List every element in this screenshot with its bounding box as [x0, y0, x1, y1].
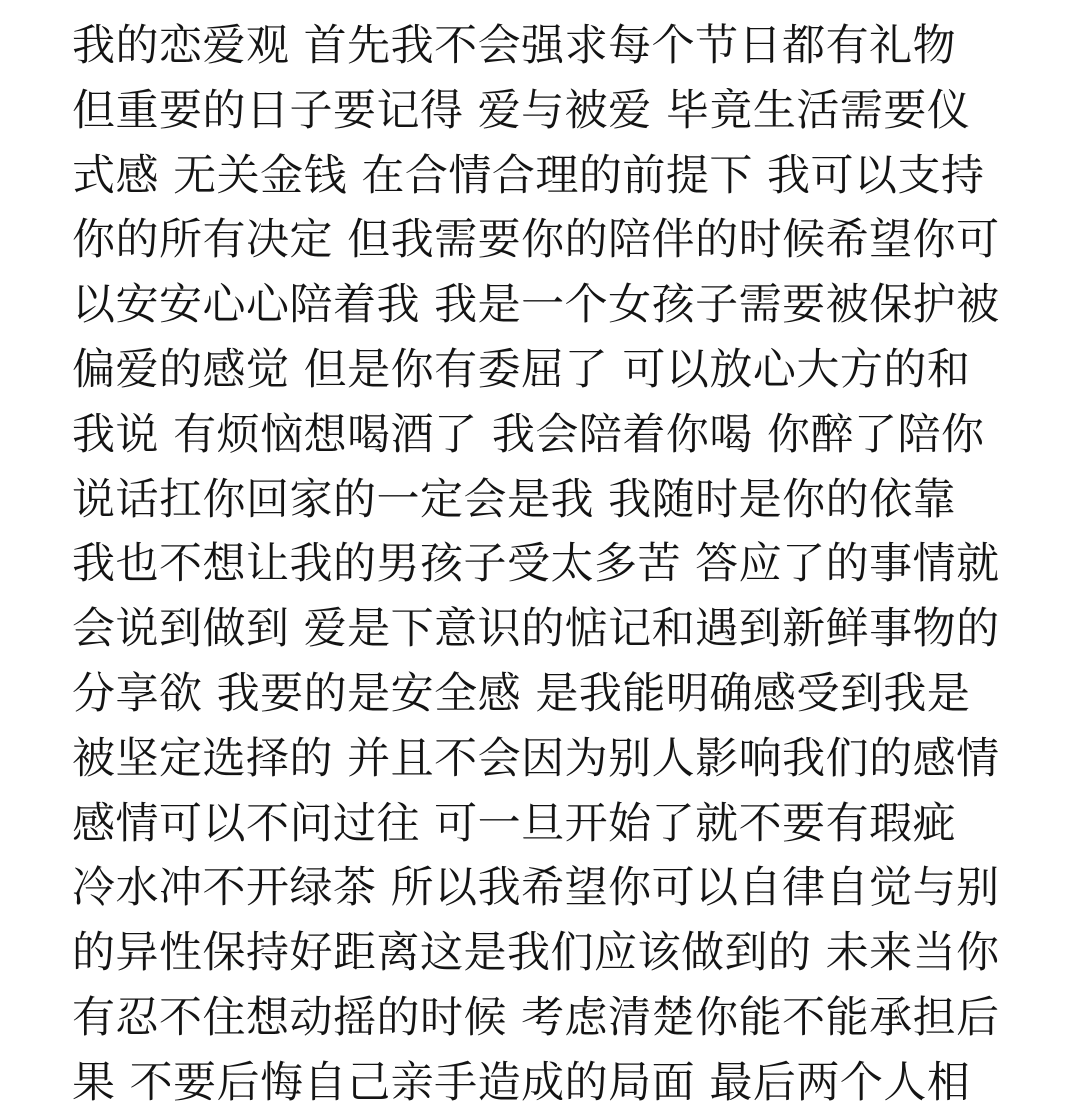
text-line: 我也不想让我的男孩子受太多苦 答应了的事情就 — [72, 539, 1000, 590]
text-block — [72, 14, 1072, 1116]
text-line: 分享欲 我要的是安全感 是我能明确感受到我是 — [72, 668, 971, 719]
text-line: 果 不要后悔自己亲手造成的局面 最后两个人相 — [72, 1057, 971, 1108]
text-line: 有忍不住想动摇的时候 考虑清楚你能不能承担后 — [72, 992, 1000, 1043]
text-line: 但重要的日子要记得 爱与被爱 毕竟生活需要仪 — [72, 85, 971, 136]
text-line: 会说到做到 爱是下意识的惦记和遇到新鲜事物的 — [72, 604, 1000, 655]
text-line: 的异性保持好距离这是我们应该做到的 未来当你 — [72, 928, 1000, 979]
text-line: 我说 有烦恼想喝酒了 我会陪着你喝 你醉了陪你 — [72, 409, 985, 460]
text-line: 冷水冲不开绿茶 所以我希望你可以自律自觉与别 — [72, 863, 1000, 914]
text-line: 你的所有决定 但我需要你的陪伴的时候希望你可 — [72, 215, 1000, 266]
text-line: 说话扛你回家的一定会是我 我随时是你的依靠 — [72, 474, 957, 525]
text-line: 式感 无关金钱 在合情合理的前提下 我可以支持 — [72, 150, 985, 201]
text-line: 以安安心心陪着我 我是一个女孩子需要被保护被 — [72, 280, 1000, 331]
text-line: 我的恋爱观 首先我不会强求每个节日都有礼物 — [72, 21, 957, 71]
text-line: 偏爱的感觉 但是你有委屈了 可以放心大方的和 — [72, 344, 971, 395]
text-line: 感情可以不问过往 可一旦开始了就不要有瑕疵 — [72, 798, 957, 849]
text-line: 被坚定选择的 并且不会因为别人影响我们的感情 — [72, 733, 1000, 784]
